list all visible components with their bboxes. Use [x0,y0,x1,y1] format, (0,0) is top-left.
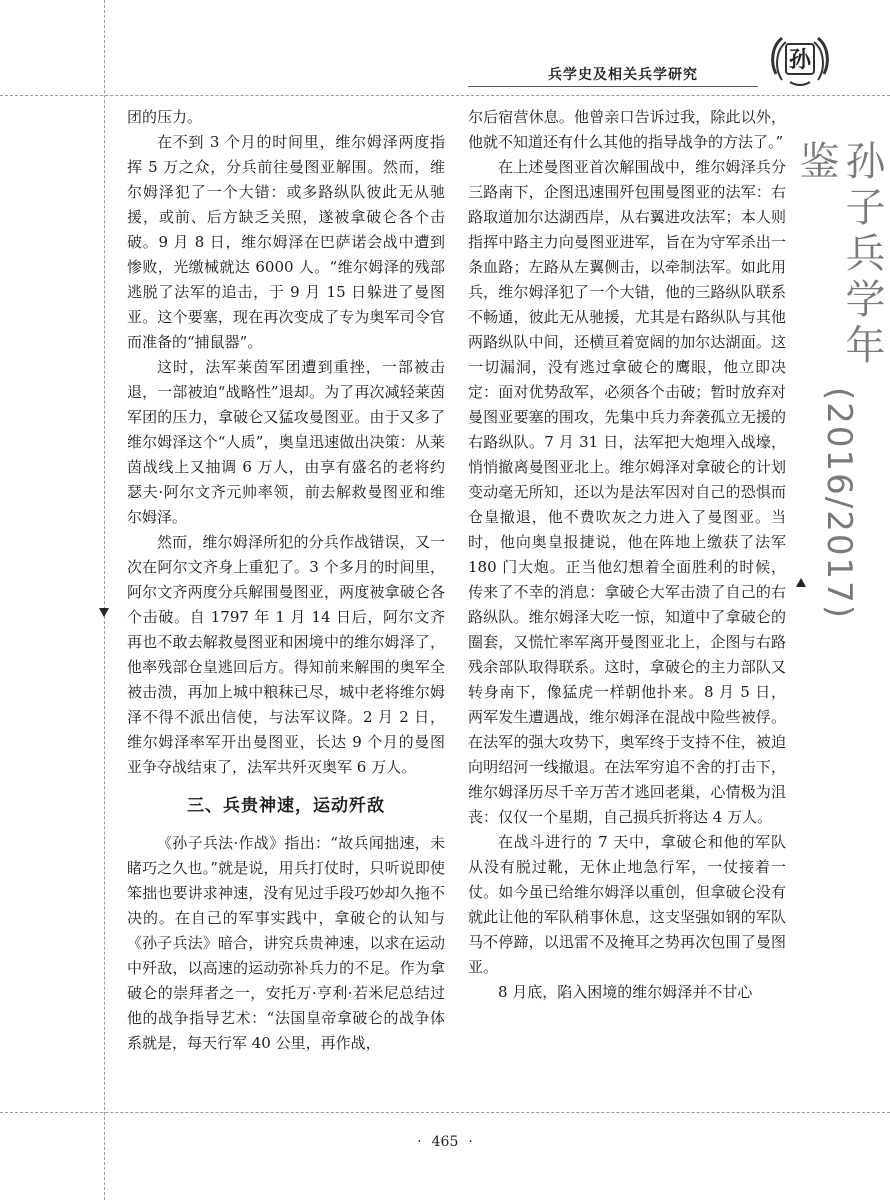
paragraph: 在战斗进行的 7 天中，拿破仑和他的军队从没有脱过靴，无休止地急行军，一仗接着一仗。如今虽已给维尔姆泽以重创，但拿破仑没有就此让他的军队稍事休息，这支坚强如钢的军队马不停蹄，以迅雷不及掩耳之势再次包围了曼图亚。 [468,833,786,976]
book-title: 孙子兵学年鉴 [793,140,885,370]
paragraph: 8 月底，陷入困境的维尔姆泽并不甘心 [498,983,753,1001]
paragraph: 尔后宿营休息。他曾亲口告诉过我，除此以外，他就不知道还有什么其他的指导战争的方法了。” [468,108,786,151]
section-heading: 三、兵贵神速，运动歼敌 [187,796,385,816]
logo-text: 孙 [788,47,812,73]
paragraph: 团的压力。 [127,108,203,126]
page-number: 465 [431,1134,459,1150]
paragraph: 在上述曼图亚首次解围战中，维尔姆泽兵分三路南下，企图迅速围歼包围曼图亚的法军：右路取道加尔达湖西岸，从右翼进攻法军；本人则指挥中路主力向曼图亚进军，旨在为守军杀出一条血路；左路从左翼侧击，以牵制法军。如此用兵，维尔姆泽犯了一个大错，他的三路纵队联系不畅通，彼此无从驰援，尤其是右路纵队与其他两路纵队中间，还横亘着宽阔的加尔达湖面。这一切漏洞，没有逃过拿破仑的鹰眼，他立即决定：面对优势敌军，必须各个击破；暂时放弃对曼图亚要塞的围攻，先集中兵力奔袭孤立无援的右路纵队。7 月 31 日，法军把大炮埋入战壕，悄悄撤离曼图亚北上。维尔姆泽对拿破仑的计划变动毫无所知，还以为是法军因对自己的恐惧而仓皇撤退，他不费吹灰之力进入了曼图亚。当时，他向奥皇报捷说，他在阵地上缴获了法军 180 门大炮。正当他幻想着全面胜利的时候，传来了不幸的消息：拿破仑大军击溃了自己的右路纵队。维尔姆泽大吃一惊，知道中了拿破仑的圈套，又慌忙率军离开曼图亚北上，企图与右路残余部队取得联系。这时，拿破仑的主力部队又转身南下，像猛虎一样朝他扑来。8 月 5 日，两军发生遭遇战，维尔姆泽在混战中险些被俘。在法军的强大攻势下，奥军终于支持不住，被迫向明绍河一线撤退。在法军穷追不舍的打击下，维尔姆泽历尽千辛万苦才逃回老巢，心情极为沮丧：仅仅一个星期，自己损兵折将达 4 万人。 [468,158,786,826]
side-book-title [793,140,885,620]
crop-mark-vertical [104,0,105,1200]
running-header: 兵学史及相关兵学研究 [548,67,698,83]
book-year: (2016/2017) [819,386,859,620]
triangle-up-icon [796,578,806,587]
page-footer [0,1134,890,1150]
left-column [127,105,445,1056]
yearbook-logo-icon [764,22,836,94]
crop-mark-bottom [0,1112,890,1113]
paragraph: 在不到 3 个月的时间里，维尔姆泽两度指挥 5 万之众，分兵前往曼图亚解围。然而，维尔姆泽犯了一个大错：或多路纵队彼此无从驰援，或前、后方缺乏关照，遂被拿破仑各个击破。9 月 8 日，维尔姆泽在巴萨诺会战中遭到惨败，光缴械就达 6000 人。“维尔姆泽的残部逃脱了法军的追击，于 9 月 15 日躲进了曼图亚。这个要塞，现在再次变成了专为奥军司令官而准备的“捕鼠器”。 [127,133,445,351]
right-column [468,105,786,1005]
footer-dot: · [417,1134,422,1150]
paragraph: 《孙子兵法·作战》指出：“故兵闻拙速，未睹巧之久也。”就是说，用兵打仗时，只听说即使笨拙也要讲求神速，没有见过手段巧妙却久拖不决的。在自己的军事实践中，拿破仑的认知与《孙子兵法》暗合，讲究兵贵神速，以求在运动中歼敌，以高速的运动弥补兵力的不足。作为拿破仑的崇拜者之一，安托万·亨利·若米尼总结过他的战争指导艺术：“法国皇帝拿破仑的战争体系就是，每天行军 40 公里，再作战， [127,834,445,1052]
triangle-down-icon [99,608,109,617]
footer-dot: · [468,1134,473,1150]
crop-mark-top [0,95,890,96]
paragraph: 这时，法军莱茵军团遭到重挫，一部被击退，一部被迫“战略性”退却。为了再次减轻莱茵军团的压力，拿破仑又猛攻曼图亚。由于又多了维尔姆泽这个“人质”，奥皇迅速做出决策：从莱茵战线上又抽调 6 万人，由享有盛名的老将约瑟夫·阿尔文齐元帅率领，前去解救曼图亚和维尔姆泽。 [127,358,445,526]
header-rule [468,86,758,87]
paragraph: 然而，维尔姆泽所犯的分兵作战错误，又一次在阿尔文齐身上重犯了。3 个多月的时间里，阿尔文齐两度分兵解围曼图亚，两度被拿破仑各个击破。自 1797 年 1 月 14 日后，阿尔文齐再也不敢去解救曼图亚和困境中的维尔姆泽了，他率残部仓皇逃回后方。得知前来解围的奥军全被击溃，再加上城中粮秣已尽，城中老将维尔姆泽不得不派出信使，与法军议降。2 月 2 日，维尔姆泽率军开出曼图亚，长达 9 个月的曼图亚争夺战结束了，法军共歼灭奥军 6 万人。 [127,533,445,776]
